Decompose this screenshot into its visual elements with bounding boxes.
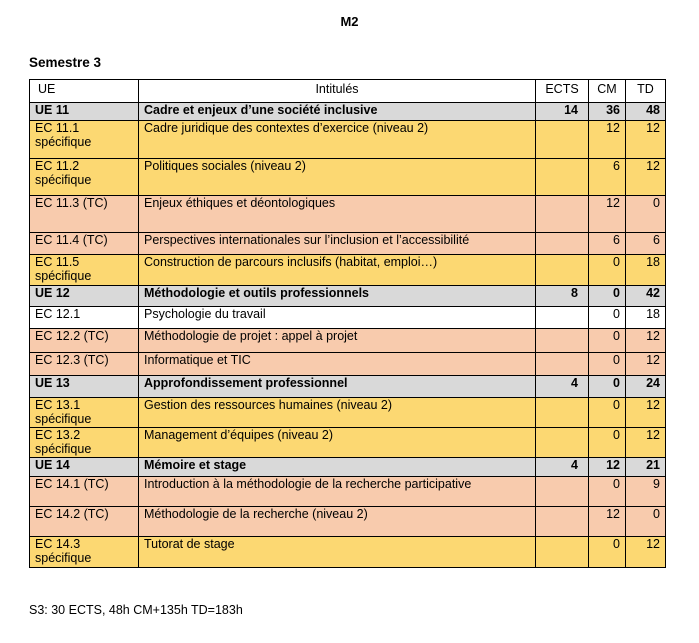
row-label: Mémoire et stage <box>139 458 536 477</box>
semester-heading: Semestre 3 <box>29 55 102 70</box>
row-td: 12 <box>626 121 666 159</box>
row-cm: 0 <box>589 353 626 376</box>
row-td: 24 <box>626 376 666 398</box>
row-label: Construction de parcours inclusifs (habitat, emploi…) <box>139 255 536 286</box>
row-cm: 12 <box>589 507 626 537</box>
row-code: EC 11.2 spécifique <box>30 159 139 196</box>
row-code: UE 13 <box>30 376 139 398</box>
row-ects <box>536 477 589 507</box>
table-row <box>30 329 666 353</box>
row-cm: 0 <box>589 329 626 353</box>
table-row <box>30 477 666 507</box>
row-label: Psychologie du travail <box>139 307 536 329</box>
row-label: Cadre juridique des contextes d’exercice (niveau 2) <box>139 121 536 159</box>
row-ects <box>536 159 589 196</box>
row-label: Perspectives internationales sur l’inclusion et l’accessibilité <box>139 233 536 255</box>
row-code: EC 14.3 spécifique <box>30 537 139 568</box>
row-label: Approfondissement professionnel <box>139 376 536 398</box>
row-code: EC 12.3 (TC) <box>30 353 139 376</box>
row-code: EC 13.1 spécifique <box>30 398 139 428</box>
row-td: 9 <box>626 477 666 507</box>
table-row <box>30 307 666 329</box>
table-row <box>30 121 666 159</box>
row-td: 21 <box>626 458 666 477</box>
row-label: Enjeux éthiques et déontologiques <box>139 196 536 233</box>
row-td: 12 <box>626 329 666 353</box>
row-cm: 12 <box>589 458 626 477</box>
row-code: EC 12.1 <box>30 307 139 329</box>
row-td: 48 <box>626 103 666 121</box>
row-ects <box>536 507 589 537</box>
row-cm: 0 <box>589 398 626 428</box>
row-code: EC 14.1 (TC) <box>30 477 139 507</box>
row-ects <box>536 428 589 458</box>
header-cm: CM <box>589 80 626 103</box>
row-label: Tutorat de stage <box>139 537 536 568</box>
row-label: Méthodologie de projet : appel à projet <box>139 329 536 353</box>
row-td: 0 <box>626 196 666 233</box>
row-ects: 8 <box>536 286 589 307</box>
row-code: EC 13.2 spécifique <box>30 428 139 458</box>
table-row <box>30 428 666 458</box>
row-cm: 6 <box>589 159 626 196</box>
table-row <box>30 255 666 286</box>
row-label: Informatique et TIC <box>139 353 536 376</box>
table-row <box>30 376 666 398</box>
header-intitules: Intitulés <box>139 80 536 103</box>
row-cm: 0 <box>589 255 626 286</box>
row-ects: 4 <box>536 458 589 477</box>
row-label: Gestion des ressources humaines (niveau 2) <box>139 398 536 428</box>
row-td: 12 <box>626 537 666 568</box>
row-ects <box>536 353 589 376</box>
row-ects: 4 <box>536 376 589 398</box>
row-cm: 12 <box>589 121 626 159</box>
row-label: Management d’équipes (niveau 2) <box>139 428 536 458</box>
header-ects: ECTS <box>536 80 589 103</box>
row-ects <box>536 121 589 159</box>
row-code: EC 11.5 spécifique <box>30 255 139 286</box>
table-row <box>30 458 666 477</box>
row-code: UE 12 <box>30 286 139 307</box>
row-ects <box>536 307 589 329</box>
row-ects: 14 <box>536 103 589 121</box>
row-td: 18 <box>626 255 666 286</box>
table-row <box>30 196 666 233</box>
row-td: 12 <box>626 428 666 458</box>
row-code: EC 11.4 (TC) <box>30 233 139 255</box>
row-cm: 0 <box>589 537 626 568</box>
row-cm: 0 <box>589 477 626 507</box>
course-table <box>29 79 666 568</box>
row-ects <box>536 537 589 568</box>
row-label: Méthodologie et outils professionnels <box>139 286 536 307</box>
row-td: 0 <box>626 507 666 537</box>
row-ects <box>536 398 589 428</box>
row-code: UE 11 <box>30 103 139 121</box>
row-label: Méthodologie de la recherche (niveau 2) <box>139 507 536 537</box>
table-row <box>30 353 666 376</box>
row-cm: 0 <box>589 286 626 307</box>
row-label: Politiques sociales (niveau 2) <box>139 159 536 196</box>
table-row <box>30 286 666 307</box>
row-ects <box>536 233 589 255</box>
row-td: 12 <box>626 398 666 428</box>
row-cm: 6 <box>589 233 626 255</box>
header-td: TD <box>626 80 666 103</box>
table-row <box>30 398 666 428</box>
table-row <box>30 103 666 121</box>
table-row <box>30 507 666 537</box>
row-code: EC 14.2 (TC) <box>30 507 139 537</box>
row-code: EC 12.2 (TC) <box>30 329 139 353</box>
row-cm: 36 <box>589 103 626 121</box>
table-row <box>30 233 666 255</box>
row-label: Cadre et enjeux d’une société inclusive <box>139 103 536 121</box>
table-row <box>30 159 666 196</box>
row-cm: 0 <box>589 376 626 398</box>
row-td: 12 <box>626 353 666 376</box>
page-title: M2 <box>340 14 359 29</box>
row-ects <box>536 329 589 353</box>
header-ue: UE <box>30 80 139 103</box>
row-td: 12 <box>626 159 666 196</box>
row-td: 18 <box>626 307 666 329</box>
row-label: Introduction à la méthodologie de la recherche participative <box>139 477 536 507</box>
row-td: 6 <box>626 233 666 255</box>
table-header-row <box>30 80 666 103</box>
row-cm: 12 <box>589 196 626 233</box>
row-cm: 0 <box>589 428 626 458</box>
row-code: UE 14 <box>30 458 139 477</box>
table-row <box>30 537 666 568</box>
row-td: 42 <box>626 286 666 307</box>
row-code: EC 11.3 (TC) <box>30 196 139 233</box>
row-cm: 0 <box>589 307 626 329</box>
row-code: EC 11.1 spécifique <box>30 121 139 159</box>
row-ects <box>536 255 589 286</box>
row-ects <box>536 196 589 233</box>
semester-summary: S3: 30 ECTS, 48h CM+135h TD=183h <box>29 603 243 617</box>
